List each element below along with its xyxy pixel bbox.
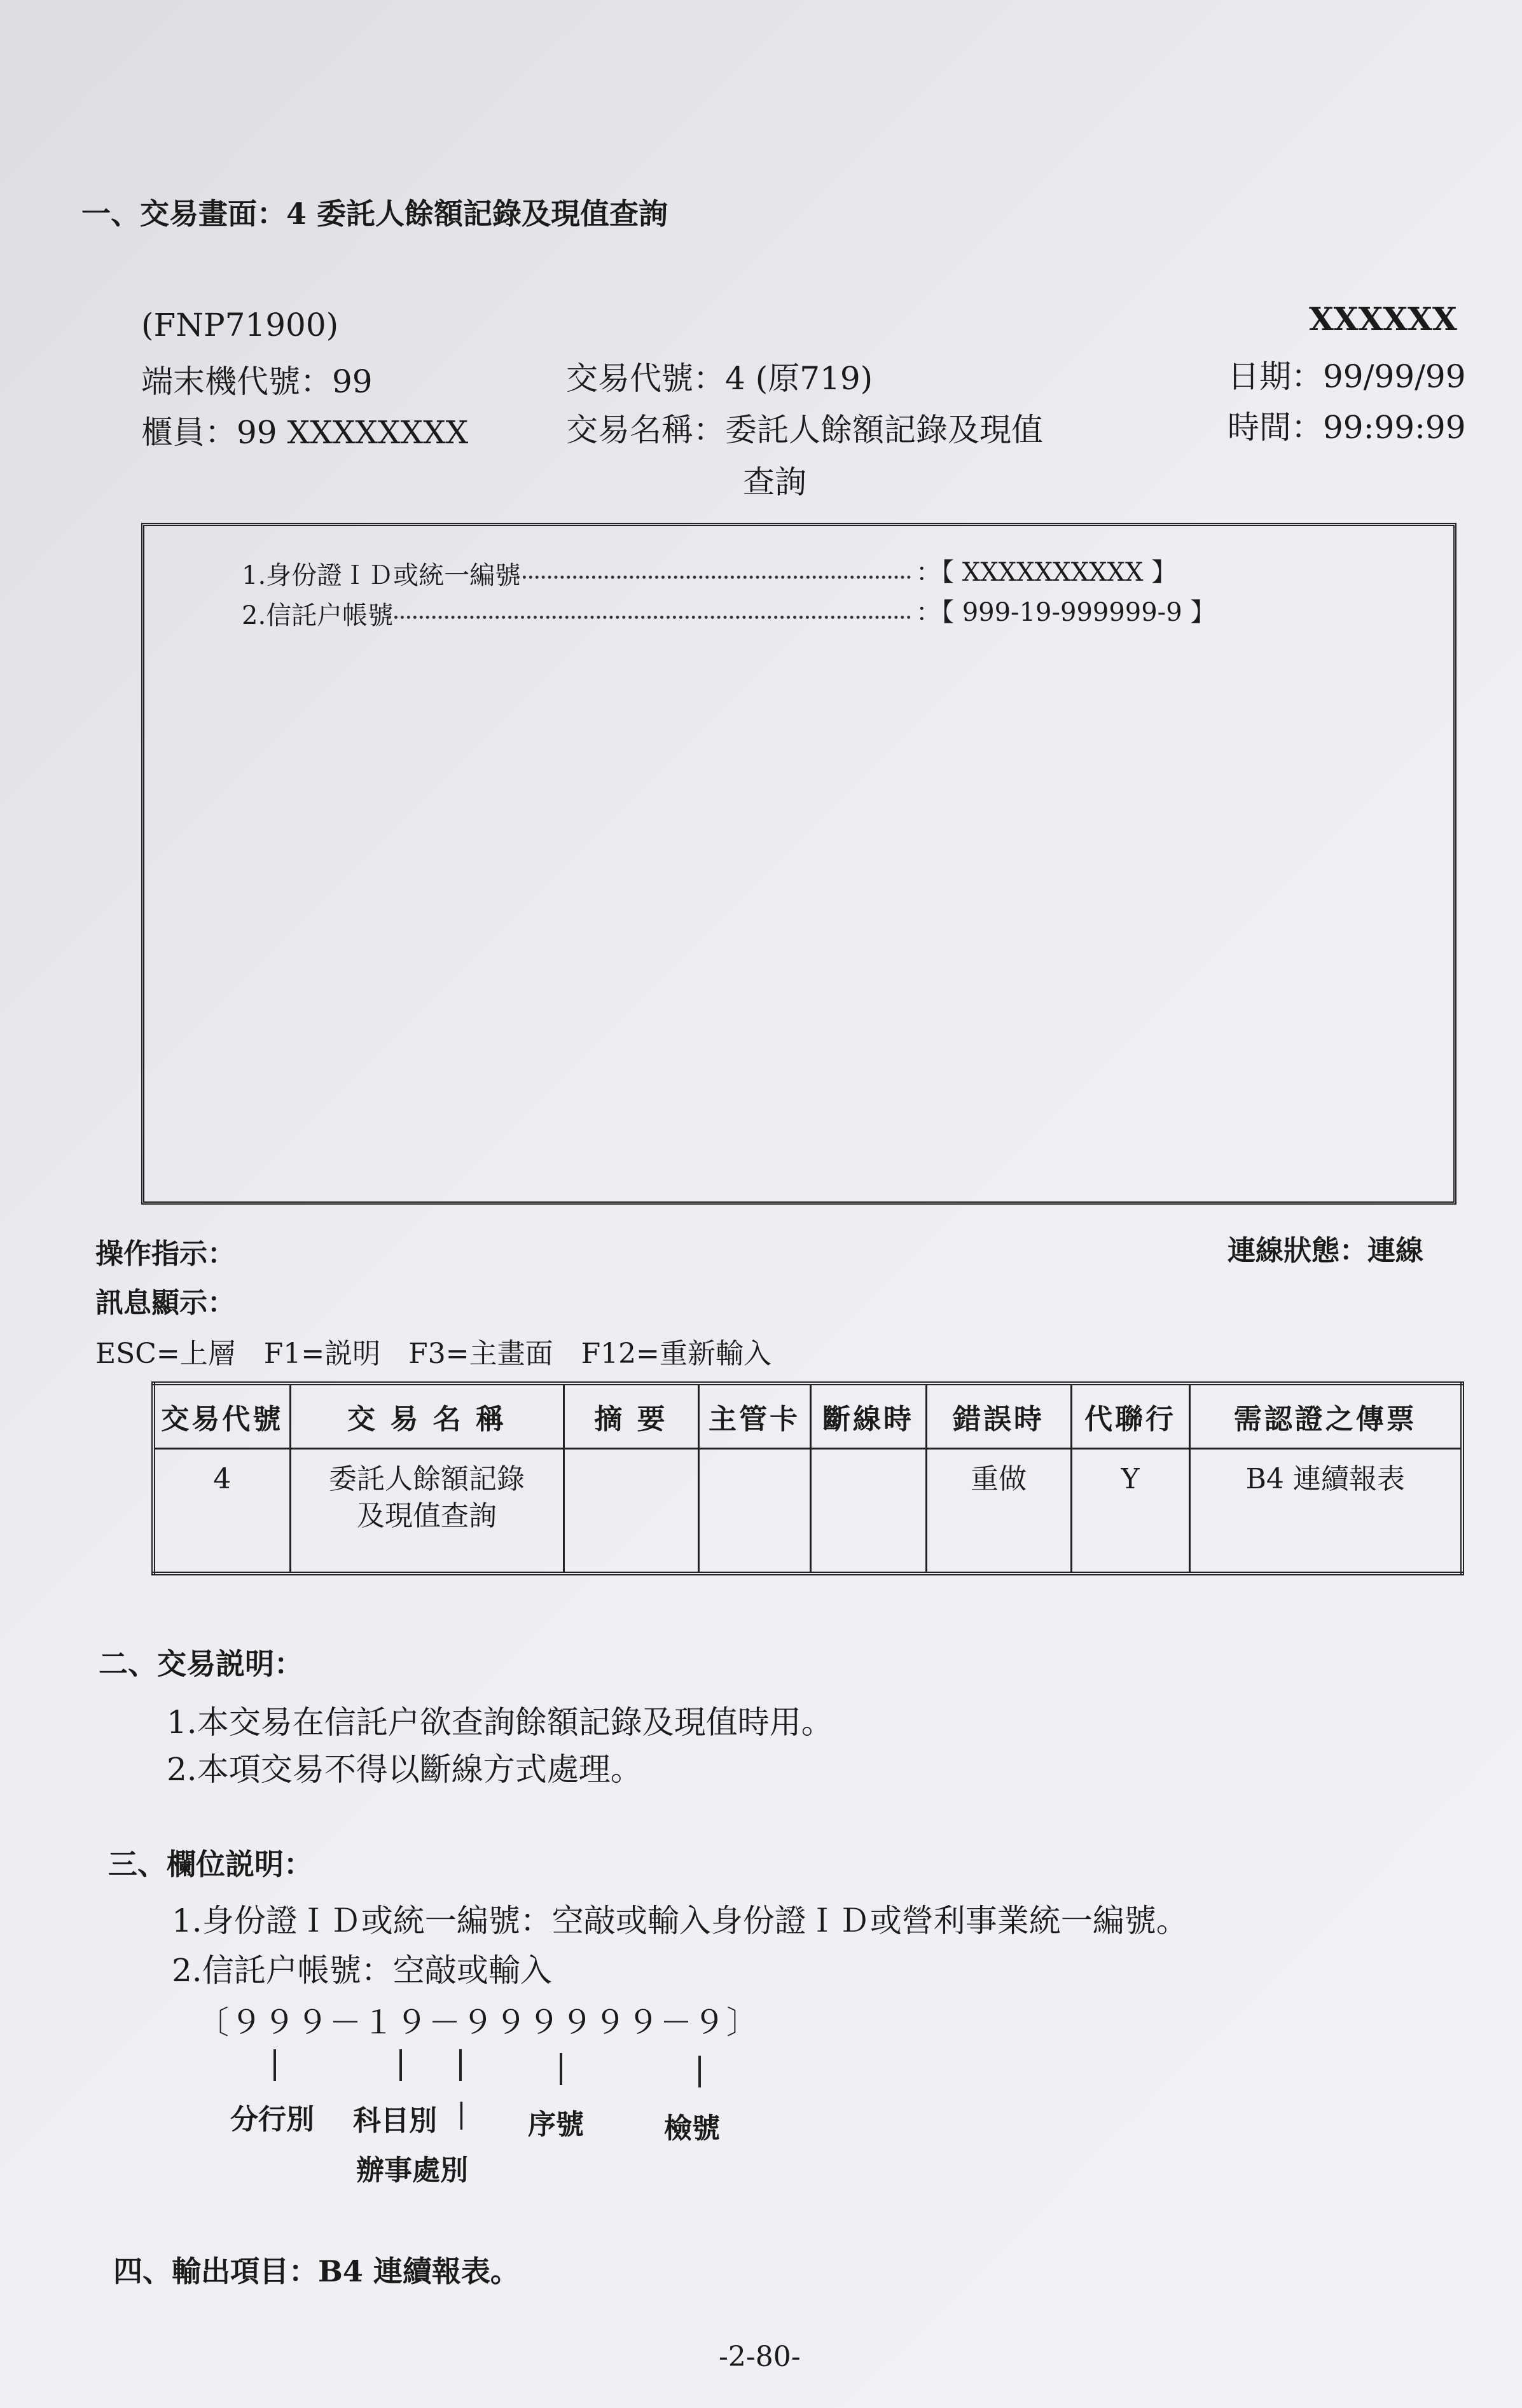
field-value-id[interactable]: ：【 XXXXXXXXXX 】 (916, 558, 1177, 587)
transaction-name-continued: 查詢 (743, 464, 806, 501)
section-title-screen: 一、交易畫面：4 委託人餘額記錄及現值查詢 (81, 197, 668, 231)
description-item: 1.本交易在信託户欲查詢餘額記錄及現值時用。 (167, 1704, 833, 1741)
transaction-code: 交易代號：4 (原719) (566, 360, 873, 397)
field-label-id: 1.身份證ＩＤ或統一編號 (242, 561, 521, 590)
section-title-fields: 三、欄位説明： (108, 1847, 313, 1881)
table-cell: B4 連續報表 (1189, 1449, 1462, 1574)
time: 時間：99:99:99 (1228, 409, 1466, 446)
section-title-output: 四、輸出項目：B4 連續報表。 (113, 2254, 520, 2288)
field-value-account[interactable]: ：【 999-19-999999-9 】 (916, 598, 1216, 627)
part-serial: 序號 (528, 2108, 584, 2141)
table-header: 錯誤時 (926, 1383, 1071, 1449)
operation-hint: 操作指示： (95, 1238, 235, 1270)
page-number: -2-80- (719, 2341, 801, 2373)
field-description-item: 2.信託户帳號：空敲或輸入 (172, 1952, 552, 1989)
table-cell: 4 (153, 1449, 290, 1574)
table-cell: 重做 (926, 1449, 1071, 1574)
tick-mark (698, 2056, 701, 2087)
field-description-item: 1.身份證ＩＤ或統一編號：空敲或輸入身份證ＩＤ或營利事業統一編號。 (172, 1902, 1188, 1939)
table-header: 交 易 名 稱 (290, 1383, 564, 1449)
message-display: 訊息顯示： (95, 1287, 235, 1319)
table-cell: 委託人餘額記錄 及現值查詢 (290, 1449, 564, 1574)
table-header: 需認證之傳票 (1189, 1383, 1462, 1449)
section-title-description: 二、交易説明： (99, 1647, 303, 1681)
transaction-name: 交易名稱：委託人餘額記錄及現值 (566, 412, 1043, 448)
part-subject: 科目別 (353, 2105, 437, 2137)
table-cell (564, 1449, 698, 1574)
leader-dots (388, 616, 911, 619)
transaction-table (151, 1381, 1464, 1575)
tick-mark (560, 2053, 562, 2085)
tick-mark (273, 2049, 276, 2081)
table-row (153, 1449, 1462, 1574)
field-label-account: 2.信託户帳號 (242, 601, 394, 630)
part-separator: | (457, 2098, 466, 2130)
table-header: 代聯行 (1071, 1383, 1189, 1449)
right-code: XXXXXX (1309, 300, 1457, 338)
table-header: 主管卡 (698, 1383, 810, 1449)
table-cell (810, 1449, 926, 1574)
terminal-number: 端末機代號：99 (141, 363, 373, 400)
table-header: 摘 要 (564, 1383, 698, 1449)
part-branch: 分行別 (230, 2103, 314, 2136)
program-code: (FNP71900) (141, 307, 339, 343)
table-cell: Y (1071, 1449, 1189, 1574)
account-format: 〔９９９－１９－９９９９９９－９〕 (197, 2004, 759, 2041)
connection-status: 連線狀態：連線 (1228, 1235, 1423, 1267)
description-item: 2.本項交易不得以斷線方式處理。 (167, 1751, 642, 1788)
table-header: 交易代號 (153, 1383, 290, 1449)
tick-mark (399, 2049, 402, 2081)
tick-mark (459, 2049, 462, 2081)
part-office: 辦事處別 (356, 2154, 468, 2187)
leader-dots (516, 576, 911, 579)
part-check: 檢號 (664, 2112, 720, 2145)
table-cell (698, 1449, 810, 1574)
table-header: 斷線時 (810, 1383, 926, 1449)
table-header-row (153, 1383, 1462, 1449)
date: 日期：99/99/99 (1228, 358, 1466, 395)
teller: 櫃員：99 XXXXXXXX (141, 414, 469, 451)
function-keys: ESC=上層 F1=説明 F3=主畫面 F12=重新輸入 (95, 1338, 771, 1370)
